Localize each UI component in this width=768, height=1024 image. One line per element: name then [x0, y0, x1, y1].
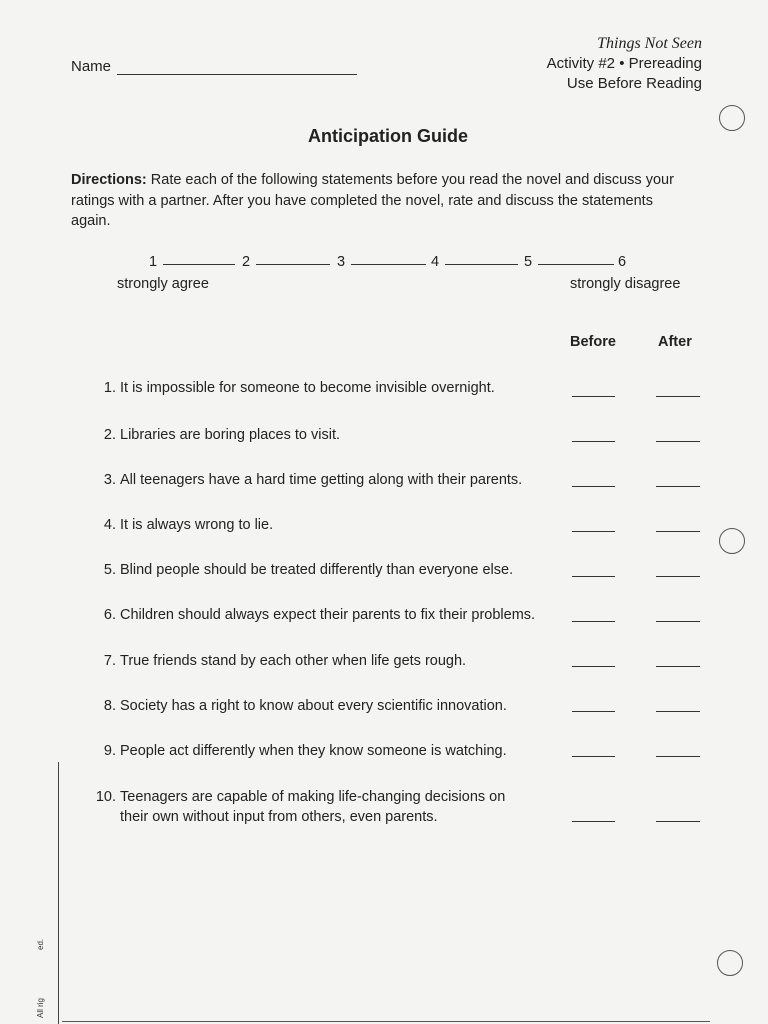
statement-text: It is always wrong to lie.: [120, 517, 274, 533]
after-answer-blank[interactable]: [656, 396, 700, 397]
statement-number: 5.: [103, 562, 116, 578]
before-answer-blank[interactable]: [572, 486, 615, 487]
after-answer-blank[interactable]: [656, 531, 700, 532]
before-answer-blank[interactable]: [572, 666, 615, 667]
scale-point: 2: [242, 254, 251, 270]
scale-point: 4: [431, 254, 440, 270]
before-answer-blank[interactable]: [572, 821, 615, 822]
directions-text: Rate each of the following statements before you read the novel and discuss your ratings with a partner. After you have completed the novel, rate and discuss the statements again.: [71, 172, 674, 229]
statement-number: 10.: [95, 789, 116, 805]
rating-scale: [0, 252, 768, 302]
directions-label: Directions:: [71, 172, 147, 188]
list-item: [90, 696, 560, 716]
after-answer-blank[interactable]: [656, 441, 700, 442]
before-answer-blank[interactable]: [572, 756, 615, 757]
before-answer-blank[interactable]: [572, 531, 615, 532]
statement-text: People act differently when they know someone is watching.: [120, 743, 507, 759]
activity-header: [547, 34, 702, 94]
statement-text: True friends stand by each other when life gets rough.: [120, 653, 467, 669]
list-item: [90, 560, 560, 580]
binder-hole-icon: [719, 105, 745, 131]
statement-number: 1.: [103, 380, 116, 396]
copyright-fragment: All rig: [36, 997, 45, 1018]
scale-point: 3: [337, 254, 346, 270]
scale-right-label: strongly disagree: [570, 276, 681, 292]
name-field: [71, 58, 357, 75]
statement-text: Society has a right to know about every scientific innovation.: [120, 698, 507, 714]
list-item: [90, 787, 510, 827]
before-answer-blank[interactable]: [572, 711, 615, 712]
usage-label: Use Before Reading: [566, 75, 702, 92]
scale-point: 6: [618, 254, 627, 270]
scale-left-label: strongly agree: [117, 276, 209, 292]
statement-number: 4.: [103, 517, 116, 533]
statement-number: 3.: [103, 472, 116, 488]
before-answer-blank[interactable]: [572, 441, 615, 442]
scale-dash: [256, 264, 330, 265]
list-item: [90, 651, 560, 671]
list-item: [90, 378, 560, 398]
statement-text: It is impossible for someone to become invisible overnight.: [120, 380, 495, 396]
after-answer-blank[interactable]: [656, 821, 700, 822]
margin-rule: [58, 762, 59, 1024]
page-title: Anticipation Guide: [308, 126, 468, 146]
before-answer-blank[interactable]: [572, 621, 615, 622]
binder-hole-icon: [717, 950, 743, 976]
after-answer-blank[interactable]: [656, 666, 700, 667]
statement-number: 2.: [103, 427, 116, 443]
list-item: [90, 470, 560, 490]
statement-number: 7.: [103, 653, 116, 669]
statement-text: Libraries are boring places to visit.: [120, 427, 341, 443]
scale-dash: [163, 264, 235, 265]
statement-number: 8.: [103, 698, 116, 714]
scale-dash: [351, 264, 426, 265]
activity-label: Activity #2 • Prereading: [546, 55, 702, 72]
statement-text: Teenagers are capable of making life-changing decisions on their own without input from others, even parents.: [120, 789, 506, 825]
copyright-fragment: ed.: [36, 938, 45, 950]
statement-text: Children should always expect their parents to fix their problems.: [120, 607, 536, 623]
after-answer-blank[interactable]: [656, 486, 700, 487]
scale-point: 1: [149, 254, 158, 270]
book-title: Things Not Seen: [597, 35, 702, 52]
after-answer-blank[interactable]: [656, 576, 700, 577]
scale-point: 5: [524, 254, 533, 270]
scale-dash: [445, 264, 518, 265]
before-column-header: Before: [570, 334, 616, 350]
list-item: [90, 515, 560, 535]
after-answer-blank[interactable]: [656, 756, 700, 757]
statement-text: Blind people should be treated differently than everyone else.: [120, 562, 514, 578]
bottom-rule: [62, 1021, 710, 1022]
statement-text: All teenagers have a hard time getting along with their parents.: [120, 472, 523, 488]
after-answer-blank[interactable]: [656, 621, 700, 622]
name-label: Name: [71, 58, 112, 75]
list-item: [90, 425, 560, 445]
statement-number: 6.: [103, 607, 116, 623]
after-answer-blank[interactable]: [656, 711, 700, 712]
before-answer-blank[interactable]: [572, 576, 615, 577]
list-item: [90, 741, 560, 761]
directions: [71, 170, 681, 232]
statement-number: 9.: [103, 743, 116, 759]
binder-hole-icon: [719, 528, 745, 554]
after-column-header: After: [658, 334, 692, 350]
before-answer-blank[interactable]: [572, 396, 615, 397]
scale-dash: [538, 264, 614, 265]
list-item: [90, 605, 560, 625]
name-line[interactable]: [117, 60, 357, 75]
